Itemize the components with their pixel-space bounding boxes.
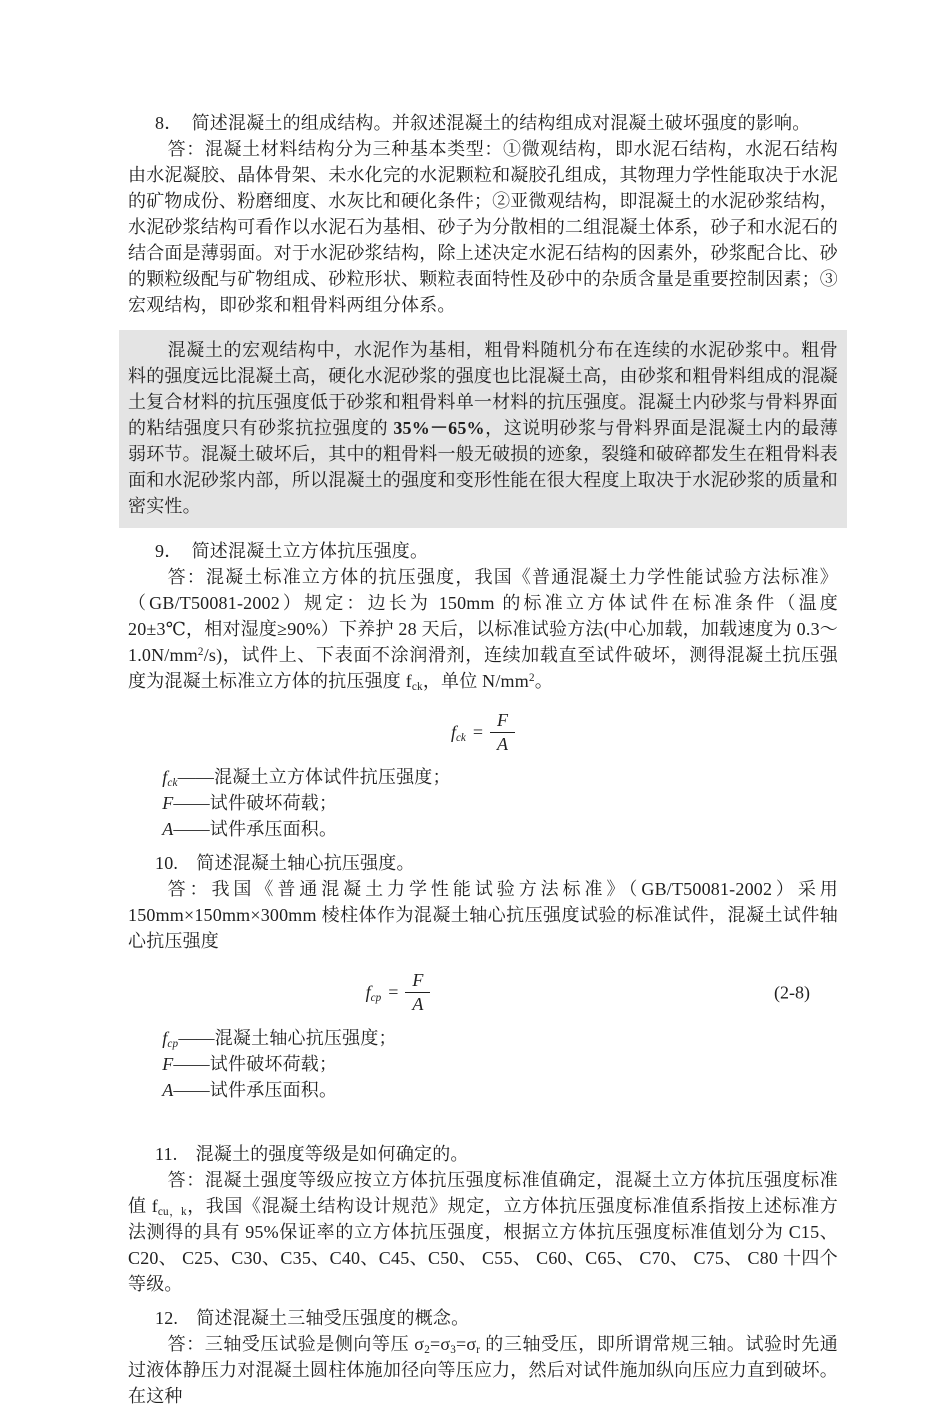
formula-fcp-expression xyxy=(366,970,431,1014)
formula-fck-denominator: A xyxy=(497,733,509,754)
question-9-heading: 9． 简述混凝土立方体抗压强度。 xyxy=(155,541,429,561)
formula-fcp-subscript: cp xyxy=(370,991,382,1004)
formula-fck-numerator: F xyxy=(490,710,515,733)
highlighted-paragraph-block xyxy=(119,330,847,528)
formula-fck-expression xyxy=(451,710,515,754)
fcp-definition-list xyxy=(128,1025,838,1103)
fcp-definition-area: A——试件承压面积。 xyxy=(162,1079,338,1100)
question-8-answer: 答：混凝土材料结构分为三种基本类型：①微观结构，即水泥石结构，水泥石结构由水泥凝胶、晶体骨架、未水化完的水泥颗粒和凝胶孔组成，其物理力学性能取决于水泥的矿物成份、粉磨细度、水灰比和硬化条件；②亚微观结构，即混凝土的水泥砂浆结构，水泥砂浆结构可看作以水泥石为基相、砂子为分散相的二组混凝土体系，砂子和水泥石的结合面是薄弱面。对于水泥砂浆结构，除上述决定水泥石结构的因素外，砂浆配合比、砂的颗粒级配与矿物组成、砂粒形状、颗粒表面特性及砂中的杂质含量是重要控制因素；③宏观结构，即砂浆和粗骨料两组分体系。 xyxy=(128,139,838,315)
fck-definition-strength: $f_{ck}——$混凝土立方体试件抗压强度； xyxy=(162,767,451,790)
formula-fck xyxy=(128,710,838,754)
fck-definition-list xyxy=(128,764,838,842)
fcp-definition-load: F——试件破坏荷载； xyxy=(162,1053,338,1074)
macro-structure-paragraph: 混凝土的宏观结构中，水泥作为基相，粗骨料随机分布在连续的水泥砂浆中。粗骨料的强度远比混凝土高，硬化水泥砂浆的强度也比混凝土高，由砂浆和粗骨料组成的混凝土复合材料的抗压强度低于砂浆和粗骨料单一材料的抗压强度。混凝土内砂浆与骨料界面的粘结强度只有砂浆抗拉强度的 35%－65%，这说明砂浆与骨料界面是混凝土内的最薄弱环节。混凝土破坏后，其中的粗骨料一般无破损的迹象，裂缝和破碎都发生在粗骨料表面和水泥砂浆内部，所以混凝土的强度和变形性能在很大程度上取决于水泥砂浆的质量和密实性。 xyxy=(128,340,838,516)
formula-fck-fraction xyxy=(490,710,515,754)
question-10-answer: 答：我国《普通混凝土力学性能试验方法标准》（GB/T50081-2002）采用 150mm×150mm×300mm 棱柱体作为混凝土轴心抗压强度试验的标准试件，混凝土试件轴心抗压强度 xyxy=(128,879,838,952)
question-11-answer: 答：混凝土强度等级应按立方体抗压强度标准值确定，混凝土立方体抗压强度标准值 $f_{cu,k}$，我国《混凝土结构设计规范》规定，立方体抗压强度标准值系指按上述标准方法测得的具有 95%保证率的立方体抗压强度，根据立方体抗压强度标准值划分为 C15、C20、 C25、C30、C35、C40、C45、C50、 C55、 C60、C65、 C70、 C75、 C80 十四个等级。 xyxy=(128,1169,838,1294)
formula-fck-letter: f xyxy=(450,721,456,742)
fcp-definition-strength: $f_{cp}——$混凝土轴心抗压强度； xyxy=(162,1027,397,1050)
equation-number-label: (2-8) xyxy=(774,982,810,1003)
question-12-heading: 12. 简述混凝土三轴受压强度的概念。 xyxy=(155,1307,470,1328)
formula-fcp-letter: f xyxy=(365,982,371,1003)
formula-fcp-numerator: F xyxy=(405,970,430,993)
formula-fcp xyxy=(128,970,838,1014)
question-12-answer: 答：三轴受压试验是侧向等压 $\sigma_2=\sigma_3=\sigma_r$ 的三轴受压，即所谓常规三轴。试验时先通过液体静压力对混凝土圆柱体施加径向等压应力，然后对试件施加纵向压应力直到破坏。在这种 xyxy=(128,1333,839,1406)
question-9-answer: 答：混凝土标准立方体的抗压强度，我国《普通混凝土力学性能试验方法标准》（GB/T50081-2002）规定：边长为 150mm 的标准立方体试件在标准条件（温度 20±3℃，相对湿度≥90%）下养护 28 天后，以标准试验方法(中心加载，加载速度为 $0.3\sim 1.0N/mm^2/s$)，试件上、下表面不涂润滑剂，连续加载直至试件破坏，测得混凝土抗压强度为混凝土标准立方体的抗压强度 $f_{ck}$，单位 $N/mm^2$。 xyxy=(128,567,838,693)
formula-fck-symbol xyxy=(451,722,466,743)
question-11-heading: 11. 混凝土的强度等级是如何确定的。 xyxy=(155,1143,469,1164)
formula-fcp-fraction xyxy=(405,970,430,1014)
question-10-heading: 10. 简述混凝土轴心抗压强度。 xyxy=(155,853,415,874)
formula-fcp-denominator: A xyxy=(412,994,424,1015)
fck-definition-load: F——试件破坏荷载； xyxy=(162,793,338,814)
question-8-heading: 8． 简述混凝土的组成结构。并叙述混凝土的结构组成对混凝土破坏强度的影响。 xyxy=(155,113,811,133)
fck-definition-area: A——试件承压面积。 xyxy=(162,819,338,840)
formula-fck-equals: = xyxy=(472,721,484,742)
formula-fck-subscript: ck xyxy=(455,731,466,744)
formula-fcp-symbol xyxy=(366,982,382,1003)
formula-fcp-equals: = xyxy=(388,982,399,1003)
